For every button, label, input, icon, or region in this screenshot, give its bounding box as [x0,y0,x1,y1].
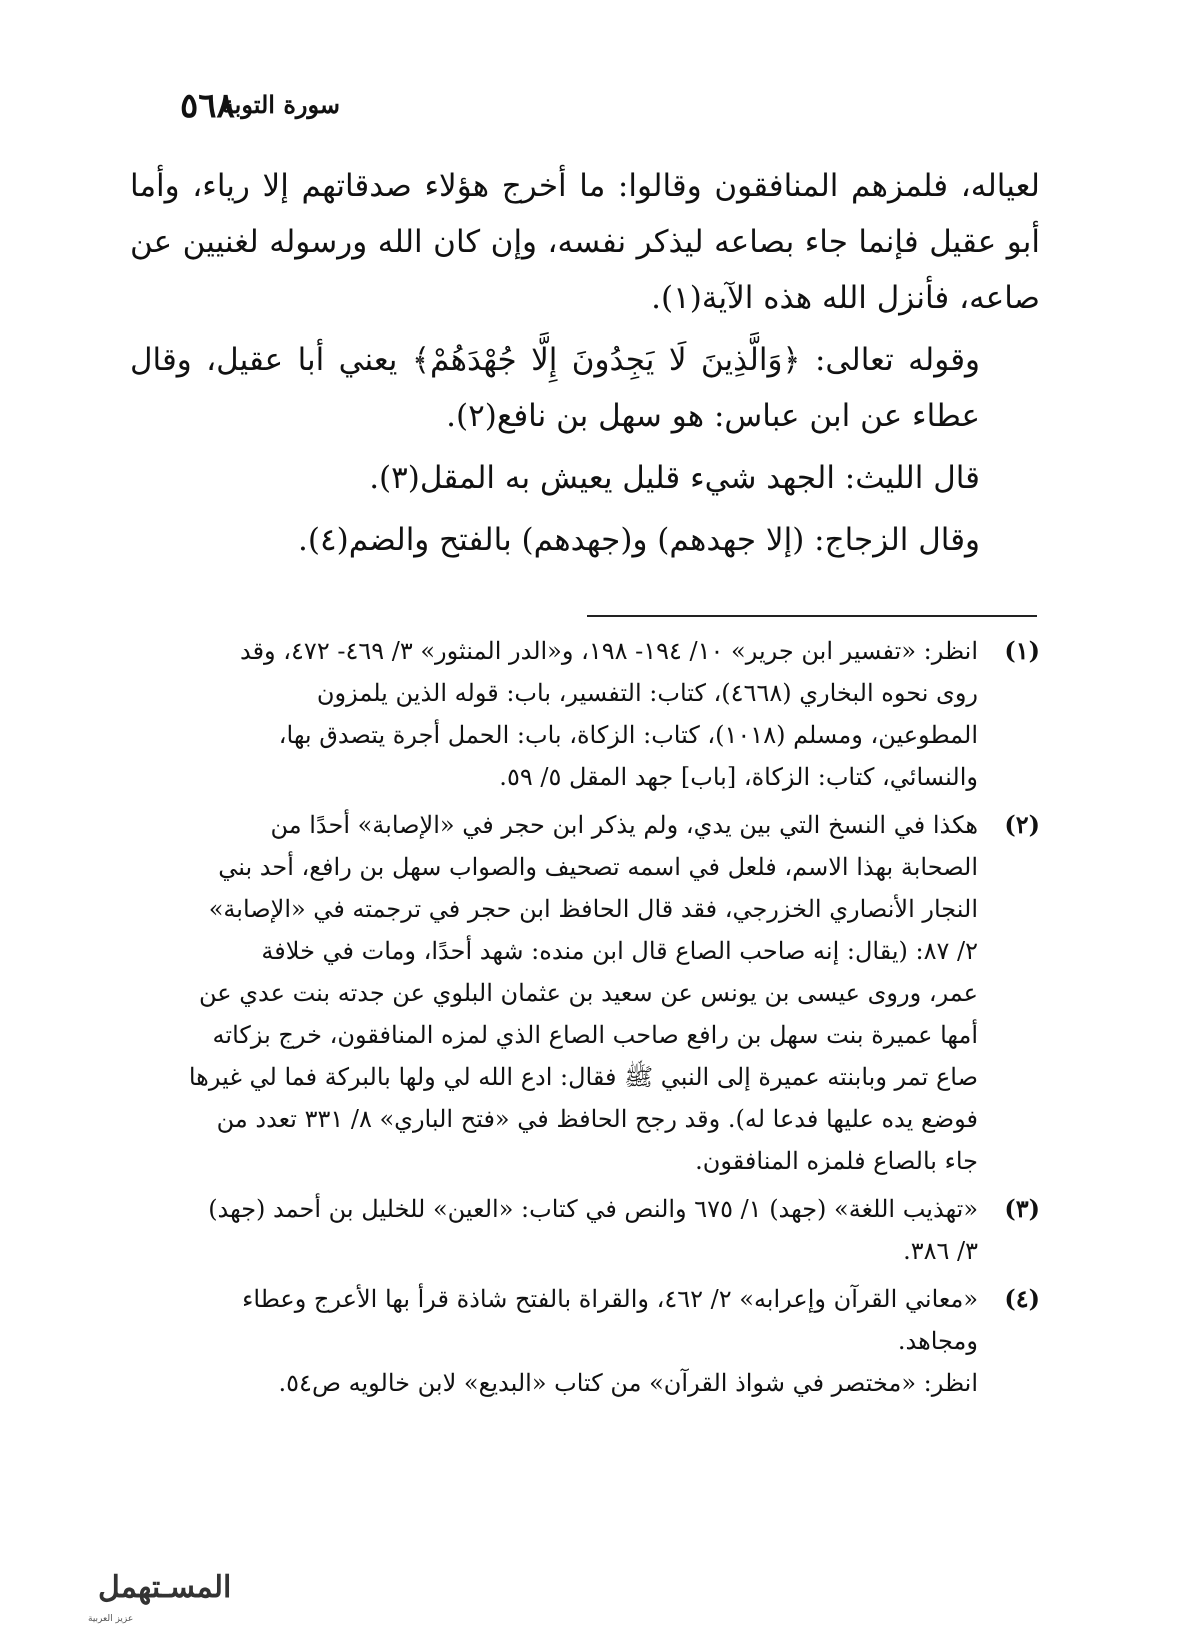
footnote-line: أمها عميرة بنت سهل بن رافع صاحب الصاع الذي لمزه المنافقون، خرج بزكاته [212,1021,978,1049]
page-header [180,82,980,132]
footnote-number: (٤) [1004,1284,1040,1313]
footnote-line: ٢/ ٨٧: (يقال: إنه صاحب الصاع قال ابن منده: شهد أحدًا، ومات في خلافة [261,937,978,965]
main-text-body [130,158,1040,574]
footnote-line: صاع تمر وبابنته عميرة إلى النبي ﷺ فقال: ادع الله لي ولها بالبركة فما لي غيرها [188,1063,978,1091]
footnote-line: «تهذيب اللغة» (جهد) ١/ ٦٧٥ والنص في كتاب: «العين» للخليل بن أحمد (جهد) [208,1195,978,1223]
paragraph-1: لعياله، فلمزهم المنافقون وقالوا: ما أخرج هؤلاء صدقاتهم إلا رياء، وأما أبو عقيل فإنما جاء بصاعه ليذكر نفسه، وإن كان الله ورسوله لغنيين عن صاعه، فأنزل الله هذه الآية(١). [130,168,1040,316]
watermark-subtext: عزيز العربية [88,1614,134,1624]
footnote-line: جاء بالصاع فلمزه المنافقون. [695,1147,978,1175]
footnote-line: عمر، وروى عيسى بن يونس عن سعيد بن عثمان البلوي عن جدته بنت عدي عن [199,979,978,1007]
footnote-2 [125,804,1040,1182]
footnote-line: والنسائي، كتاب: الزكاة، [باب] جهد المقل ٥/ ٥٩. [499,763,978,791]
watermark-text: المسـتهمل [98,1570,232,1605]
footnote-1 [125,630,1040,798]
footnote-3 [125,1188,1040,1272]
footnote-line: انظر: «مختصر في شواذ القرآن» من كتاب «البديع» لابن خالويه ص٥٤. [278,1369,978,1397]
footnote-divider [587,615,1037,617]
footnote-line: انظر: «تفسير ابن جرير» ١٠/ ١٩٤- ١٩٨، و«الدر المنثور» ٣/ ٤٦٩- ٤٧٢، وقد [239,637,978,665]
footnote-line: النجار الأنصاري الخزرجي، فقد قال الحافظ ابن حجر في ترجمته في «الإصابة» [208,895,978,923]
paragraph-3: قال الليث: الجهد شيء قليل يعيش به المقل(٣). [369,460,980,496]
footnotes-section [125,630,1040,1410]
footnote-line: هكذا في النسخ التي بين يدي، ولم يذكر ابن حجر في «الإصابة» أحدًا من [270,811,978,839]
footnote-line: فوضع يده عليها فدعا له). وقد رجح الحافظ في «فتح الباري» ٨/ ٣٣١ تعدد من [216,1105,978,1133]
footnote-line: روى نحوه البخاري (٤٦٦٨)، كتاب: التفسير، باب: قوله الذين يلمزون [316,679,978,707]
page-number: ٥٦٨ [180,86,235,126]
footnote-line: الصحابة بهذا الاسم، فلعل في اسمه تصحيف والصواب سهل بن رافع، أحد بني [218,853,978,881]
paragraph-4: وقال الزجاج: (إلا جهدهم) و(جهدهم) بالفتح والضم(٤). [298,522,980,558]
footnote-line: المطوعين، ومسلم (١٠١٨)، كتاب: الزكاة، باب: الحمل أجرة يتصدق بها، [278,721,978,749]
footnote-number: (١) [1004,636,1040,665]
watermark-logo [8,1555,232,1630]
footnote-line: «معاني القرآن وإعرابه» ٢/ ٤٦٢، والقراة بالفتح شاذة قرأ بها الأعرج وعطاء [242,1285,978,1313]
footnote-line: ومجاهد. [897,1327,978,1355]
footnote-number: (٣) [1004,1194,1040,1223]
running-title: سورة التوبة [221,90,340,119]
footnote-line: ٣/ ٣٨٦. [903,1237,978,1265]
paragraph-2: وقوله تعالى: ﴿وَالَّذِينَ لَا يَجِدُونَ إِلَّا جُهْدَهُمْ﴾ يعني أبا عقيل، وقال عطاء عن ابن عباس: هو سهل بن نافع(٢). [130,342,980,434]
footnote-4 [125,1278,1040,1404]
footnote-number: (٢) [1004,810,1040,839]
